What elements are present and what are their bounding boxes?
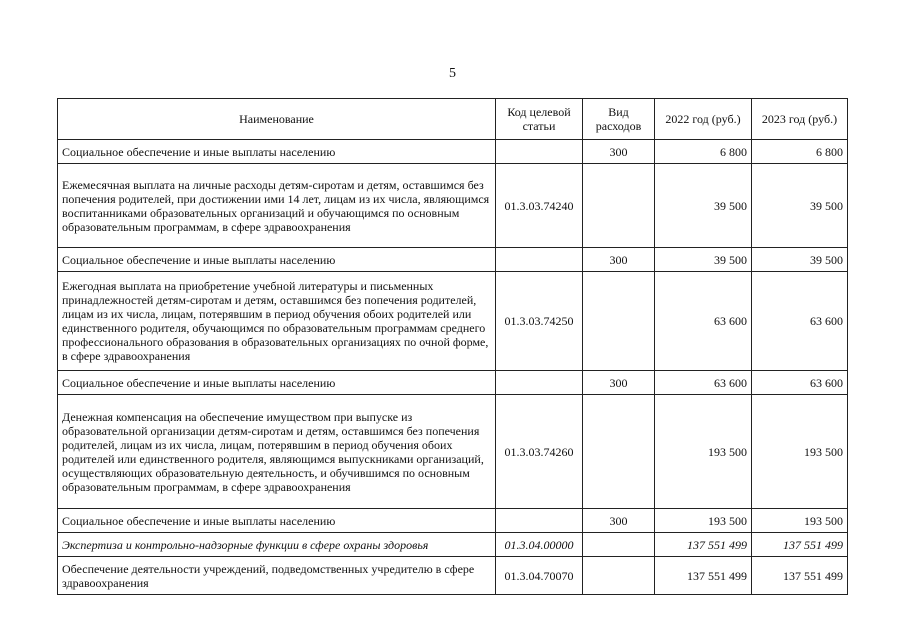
row-2022: 193 500 bbox=[655, 509, 752, 533]
table-row bbox=[58, 395, 848, 509]
row-kind bbox=[583, 533, 655, 557]
row-kind bbox=[583, 395, 655, 509]
row-2023: 39 500 bbox=[752, 248, 848, 272]
row-name: Социальное обеспечение и иные выплаты населению bbox=[58, 140, 496, 164]
row-2023: 63 600 bbox=[752, 371, 848, 395]
row-code: 01.3.04.70070 bbox=[496, 557, 583, 595]
table-row bbox=[58, 272, 848, 371]
row-name: Обеспечение деятельности учреждений, подведомственных учредителю в сфере здравоохранения bbox=[58, 557, 496, 595]
row-name: Социальное обеспечение и иные выплаты населению bbox=[58, 509, 496, 533]
table-row bbox=[58, 371, 848, 395]
header-name: Наименование bbox=[58, 99, 496, 140]
row-2023: 137 551 499 bbox=[752, 533, 848, 557]
row-2023: 63 600 bbox=[752, 272, 848, 371]
row-2022: 39 500 bbox=[655, 248, 752, 272]
row-kind bbox=[583, 164, 655, 248]
row-code: 01.3.04.00000 bbox=[496, 533, 583, 557]
row-2022: 63 600 bbox=[655, 371, 752, 395]
row-name: Экспертиза и контрольно-надзорные функции в сфере охраны здоровья bbox=[58, 533, 496, 557]
row-kind: 300 bbox=[583, 371, 655, 395]
page-number: 5 bbox=[449, 66, 456, 81]
row-code: 01.3.03.74250 bbox=[496, 272, 583, 371]
row-kind bbox=[583, 557, 655, 595]
table-row bbox=[58, 248, 848, 272]
row-2022: 63 600 bbox=[655, 272, 752, 371]
row-2022: 137 551 499 bbox=[655, 533, 752, 557]
row-2022: 193 500 bbox=[655, 395, 752, 509]
row-2022: 137 551 499 bbox=[655, 557, 752, 595]
header-kind: Вид расходов bbox=[583, 99, 655, 140]
row-name: Денежная компенсация на обеспечение имуществом при выпуске из образовательной организации детям-сиротам и детям, оставшимся без попечения родителей, лицам из их числа, лицам, потерявшим в период обучения обоих родителей или единственного родителя, являющимся выпускниками организаций, осуществляющих образовательную деятельность, и обучившимся по основным образовательным программам, в сфере здравоохранения bbox=[58, 395, 496, 509]
header-code: Код целевой статьи bbox=[496, 99, 583, 140]
row-code: 01.3.03.74240 bbox=[496, 164, 583, 248]
row-code bbox=[496, 140, 583, 164]
header-2022: 2022 год (руб.) bbox=[655, 99, 752, 140]
row-name: Социальное обеспечение и иные выплаты населению bbox=[58, 248, 496, 272]
row-kind: 300 bbox=[583, 248, 655, 272]
row-kind bbox=[583, 272, 655, 371]
row-2023: 39 500 bbox=[752, 164, 848, 248]
row-kind: 300 bbox=[583, 509, 655, 533]
row-2022: 39 500 bbox=[655, 164, 752, 248]
row-2023: 137 551 499 bbox=[752, 557, 848, 595]
table-header-row bbox=[58, 99, 848, 140]
row-2023: 193 500 bbox=[752, 509, 848, 533]
row-kind: 300 bbox=[583, 140, 655, 164]
budget-table bbox=[57, 98, 848, 595]
header-2023: 2023 год (руб.) bbox=[752, 99, 848, 140]
row-2023: 193 500 bbox=[752, 395, 848, 509]
table-row bbox=[58, 533, 848, 557]
row-2022: 6 800 bbox=[655, 140, 752, 164]
table-row bbox=[58, 164, 848, 248]
row-code: 01.3.03.74260 bbox=[496, 395, 583, 509]
table-row bbox=[58, 509, 848, 533]
row-name: Социальное обеспечение и иные выплаты населению bbox=[58, 371, 496, 395]
table-row bbox=[58, 557, 848, 595]
row-name: Ежемесячная выплата на личные расходы детям-сиротам и детям, оставшимся без попечения родителей, при достижении ими 14 лет, лицам из их числа, являющимся воспитанниками образовательных организаций и обучающимся по основным образовательным программам, в сфере здравоохранения bbox=[58, 164, 496, 248]
table-row bbox=[58, 140, 848, 164]
row-code bbox=[496, 509, 583, 533]
row-name: Ежегодная выплата на приобретение учебной литературы и письменных принадлежностей детям-сиротам и детям, оставшимся без попечения родителей, лицам из их числа, лицам, потерявшим в период обучения обоих родителей или единственного родителя, обучающимся по образовательным программам среднего профессионального образования в образовательных организациях по очной форме, в сфере здравоохранения bbox=[58, 272, 496, 371]
row-code bbox=[496, 371, 583, 395]
row-code bbox=[496, 248, 583, 272]
row-2023: 6 800 bbox=[752, 140, 848, 164]
